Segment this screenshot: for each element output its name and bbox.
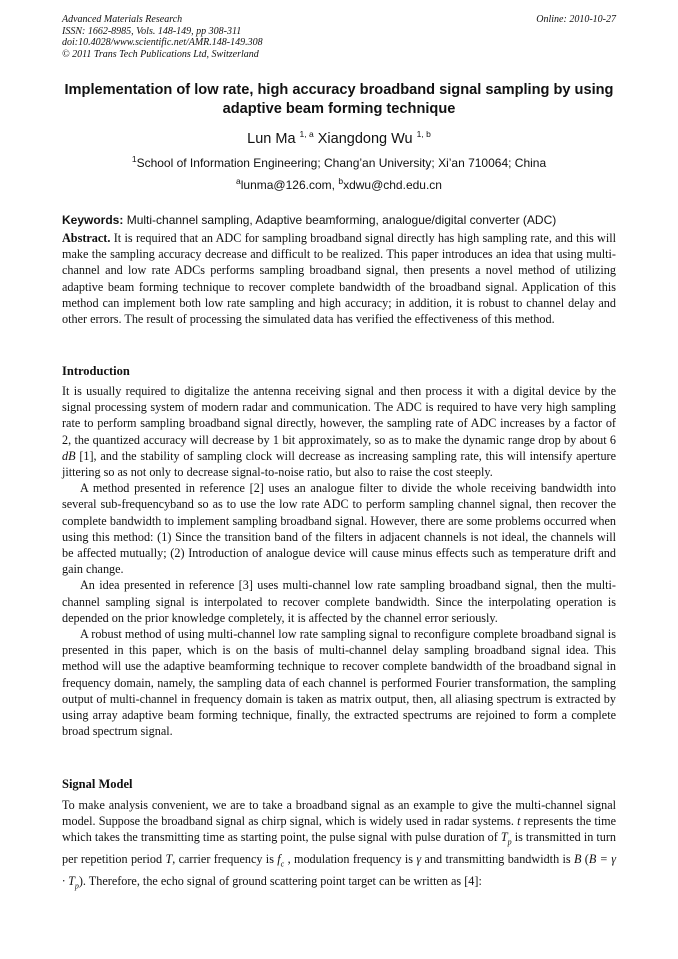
paragraph-text: , (287, 852, 291, 867)
paragraph: An idea presented in reference [3] uses multi-channel low rate sampling broadband signal, then the multi-channel sampling signal is interpolated to recover complete bandwidth. Since the interpolating operation is depended on the prior knowledge completely, it is affected by the channel error seriously. (62, 578, 616, 625)
author-superscript: 1, a (299, 129, 314, 140)
paragraph-text: is transmitted in turn per repetition period (62, 830, 616, 867)
math-symbol: f (277, 852, 281, 867)
affiliation (62, 156, 616, 171)
online-date: Online: 2010-10-27 (536, 14, 616, 25)
affiliation-text: School of Information Engineering; Chang’an University; Xi’an 710064; China (136, 156, 547, 170)
abstract-label: Abstract. (62, 231, 111, 245)
paragraph-text: [1], and the stability of sampling clock will decrease as increasing sampling rate, this will intensify aperture jittering so as not only to decrease signal-to-noise ratio, but also to raise the cost steeply. (62, 448, 617, 480)
paragraph-text: ( (584, 852, 589, 867)
section-heading-introduction: Introduction (62, 364, 130, 378)
math-subscript: p (507, 837, 512, 847)
journal-name: Advanced Materials Research (62, 14, 183, 25)
math-symbol: t (517, 814, 521, 829)
signal-model-body (62, 797, 616, 894)
copyright-line: © 2011 Trans Tech Publications Ltd, Switzerland (62, 48, 259, 60)
abstract-text: It is required that an ADC for sampling broadband signal directly has high sampling rate, and this will make the sampling accuracy decrease and difficult to be realized. This paper introduces an idea that using multi-channel and low rate ADCs performs sampling broadband signal, then presents a novel method of utilizing adaptive beam forming technique to recover complete bandwidth of the broadband signal. Application of this method can implement both low rate sampling and high accuracy; in addition, it is robust to channel delay and other errors. The result of processing the simulated data has verified the effectiveness of this method. (62, 231, 616, 327)
keywords-label: Keywords: (62, 213, 124, 227)
paragraph-text: ). Therefore, the echo signal of ground scattering point target can be written as [4]: (78, 873, 482, 888)
author-superscript: 1, b (416, 129, 431, 140)
paragraph-text: To make analysis convenient, we are to take a broadband signal as an example to give the multi-channel signal model. Suppose the broadband signal as chirp signal, which is widely used in radar systems. (62, 798, 616, 829)
issn-line: ISSN: 1662-8985, Vols. 148-149, pp 308-311 (62, 25, 242, 37)
math-subscript: c (280, 859, 285, 869)
paragraph: A robust method of using multi-channel low rate sampling signal to reconfigure complete broadband signal is presented in this paper, which is on the basis of multi-channel delay sampling broadband signal idea. This method will use the adaptive beamforming technique to recover complete bandwidth of the broadband signal in frequency domain, namely, the sampling data of each channel is performed Fourier transformation, the sampling output of multi-channel in frequency domain is taken as matrix output, then, all aliasing spectrum is extracted by using array adaptive beam forming technique, finally, the extracted spectrums are rejoined to form a complete broad spectrum signal. (62, 627, 616, 739)
doi-line[interactable]: doi:10.4028/www.scientific.net/AMR.148-149.308 (62, 37, 263, 49)
keywords-text: Multi-channel sampling, Adaptive beamforming, analogue/digital converter (ADC) (126, 213, 557, 227)
section-heading-signal-model: Signal Model (62, 777, 133, 791)
introduction-body (62, 383, 616, 739)
email-link[interactable]: xdwu@chd.edu.cn (343, 178, 442, 192)
paragraph-text: and transmitting bandwidth is (424, 852, 571, 867)
math-symbol: γ (416, 852, 422, 867)
email-link[interactable]: lunma@126.com, (240, 178, 335, 192)
paragraph-text: It is usually required to digitalize the antenna receiving signal and then process it with a digital device by the signal processing system of modern radar and communication. The ADC is required to have very high sampling rate to perform sampling broadband signal directly, however, the sampling rate of ADC increases by a factor of 2, the quantized accuracy will decrease by 1 bit approximately, so as to make the dynamic range drop by about 6 (62, 384, 616, 447)
author-name: Lun Ma (247, 131, 296, 147)
paragraph-text: modulation frequency is (293, 852, 414, 867)
paper-title: Implementation of low rate, high accuracy broadband signal sampling by using adaptive beam forming technique (64, 82, 614, 117)
paragraph (62, 383, 616, 480)
email-superscript: b (338, 176, 344, 186)
math-unit: dB (62, 448, 76, 463)
author-list (62, 130, 616, 148)
math-equation: B = γ · T (62, 852, 616, 888)
paragraph (62, 797, 616, 894)
keywords (62, 213, 616, 228)
author-name: Xiangdong Wu (317, 131, 413, 147)
math-symbol: B (573, 852, 582, 867)
paragraph-text: represents the time which takes the transmitting time as starting point, the pulse signal with pulse duration of (62, 814, 617, 845)
math-symbol: T (500, 830, 508, 845)
journal-header (62, 14, 616, 60)
email-superscript: a (236, 176, 241, 186)
math-subscript: p (74, 881, 79, 891)
affiliation-superscript: 1 (131, 154, 137, 164)
abstract (62, 230, 616, 327)
author-emails (62, 178, 616, 193)
paragraph: A method presented in reference [2] uses an analogue filter to divide the whole receiving bandwidth into several sub-frequencyband so as to use the low rate ADC to perform sampling channel signal, then recover the complete bandwidth to implement sampling broadband signal. However, there are some problems occurred when using this method: (1) Since the transition band of the filters in adjacent channels is not ideal, the channels will be affected mutually; (2) Introduction of analogue device will cause minus effects such as temperature drift and gain change. (62, 481, 616, 577)
math-symbol: T (165, 852, 173, 867)
paragraph-text: , carrier frequency is (172, 852, 274, 867)
